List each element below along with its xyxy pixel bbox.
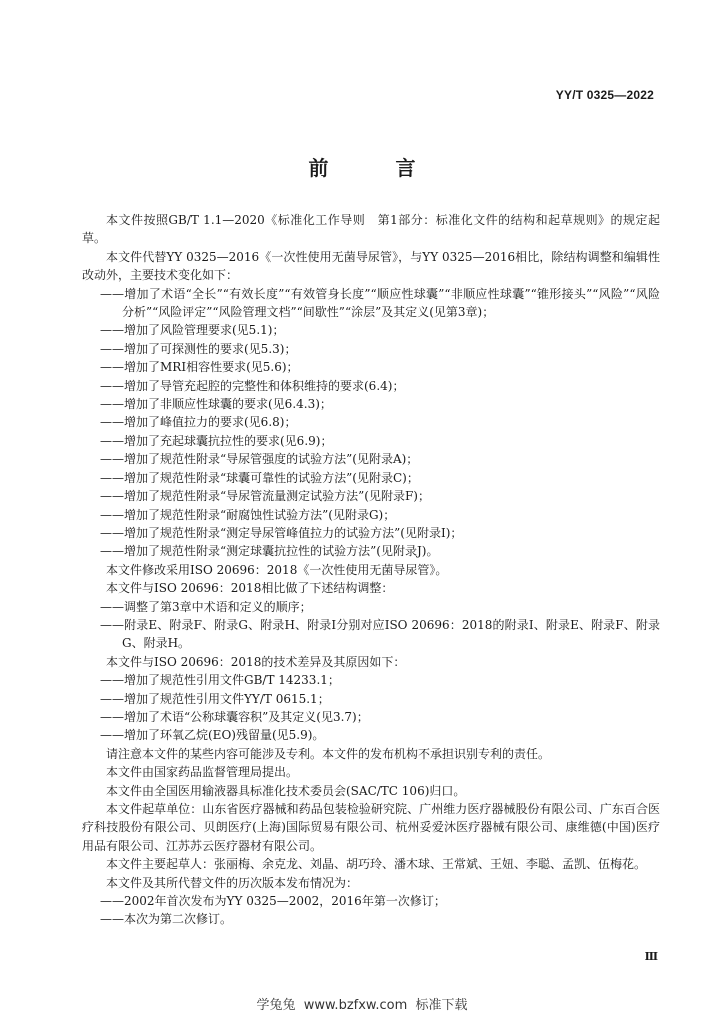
list-item: ——增加了规范性引用文件YY/T 0615.1； bbox=[100, 691, 330, 706]
paragraph: 本文件及其所代替文件的历次版本发布情况为： bbox=[106, 875, 359, 890]
list-item: ——增加了规范性附录“球囊可靠性的试验方法”(见附录C)； bbox=[100, 470, 419, 485]
list-item: ——增加了可探测性的要求(见5.3)； bbox=[100, 341, 297, 356]
list-item: ——增加了术语“全长”“有效长度”“有效管身长度”“顺应性球囊”“非顺应性球囊”“锥形接头”“风险”“风险分析”“风险评定”“风险管理文档”“间歇性”“涂层”及其定义(见第3章)； bbox=[100, 286, 660, 320]
page-number: Ⅲ bbox=[644, 950, 658, 963]
list-item: ——增加了风险管理要求(见5.1)； bbox=[100, 323, 285, 338]
standard-code: YY/T 0325—2022 bbox=[555, 88, 654, 102]
paragraph: 本文件起草单位：山东省医疗器械和药品包装检验研究院、广州维力医疗器械股份有限公司、广东百合医疗科技股份有限公司、贝朗医疗(上海)国际贸易有限公司、杭州妥爱沐医疗器械有限公司、康维德(中国)医疗用品有限公司、江苏苏云医疗器材有限公司。 bbox=[82, 802, 660, 853]
paragraph: 本文件主要起草人：张丽梅、余克龙、刘晶、胡巧玲、潘木球、王常斌、王妞、李聪、孟凯、伍梅花。 bbox=[106, 857, 647, 872]
paragraph: 本文件代替YY 0325—2016《一次性使用无菌导尿管》，与YY 0325—2016相比，除结构调整和编辑性改动外，主要技术变化如下： bbox=[82, 249, 660, 283]
list-item: ——增加了MRI相容性要求(见5.6)； bbox=[100, 360, 299, 375]
list-item: ——增加了术语“公称球囊容积”及其定义(见3.7)； bbox=[100, 709, 369, 724]
paragraph: 本文件修改采用ISO 20696：2018《一次性使用无菌导尿管》。 bbox=[106, 562, 448, 577]
list-item: ——2002年首次发布为YY 0325—2002，2016年第一次修订； bbox=[100, 894, 446, 909]
list-item: ——增加了充起球囊抗拉性的要求(见6.9)； bbox=[100, 433, 333, 448]
list-item: ——本次为第二次修订。 bbox=[100, 912, 233, 927]
list-item: ——增加了规范性附录“导尿管强度的试验方法”(见附录A)； bbox=[100, 452, 419, 467]
list-item: ——增加了非顺应性球囊的要求(见6.4.3)； bbox=[100, 397, 332, 412]
list-item: ——调整了第3章中术语和定义的顺序； bbox=[100, 599, 312, 614]
paragraph: 本文件由全国医用输液器具标准化技术委员会(SAC/TC 106)归口。 bbox=[106, 783, 466, 798]
list-item: ——增加了峰值拉力的要求(见6.8)； bbox=[100, 415, 297, 430]
list-item: ——增加了环氧乙烷(EO)残留量(见5.9)。 bbox=[100, 728, 325, 743]
paragraph: 本文件由国家药品监督管理局提出。 bbox=[106, 765, 299, 780]
list-item: ——增加了规范性引用文件GB/T 14233.1； bbox=[100, 673, 340, 688]
watermark: 学兔兔 www.bzfxw.com 标准下载 bbox=[256, 998, 468, 1013]
list-item: ——增加了导管充起腔的完整性和体积维持的要求(6.4)； bbox=[100, 378, 405, 393]
page-title: 前 言 bbox=[308, 156, 446, 180]
list-item: ——附录E、附录F、附录G、附录H、附录I分别对应ISO 20696：2018的附录I、附录E、附录F、附录G、附录H。 bbox=[100, 617, 660, 651]
paragraph: 本文件按照GB/T 1.1—2020《标准化工作导则 第1部分：标准化文件的结构和起草规则》的规定起草。 bbox=[82, 213, 660, 246]
paragraph: 本文件与ISO 20696：2018的技术差异及其原因如下： bbox=[106, 654, 406, 669]
list-item: ——增加了规范性附录“导尿管流量测定试验方法”(见附录F)； bbox=[100, 489, 430, 504]
list-item: ——增加了规范性附录“测定导尿管峰值拉力的试验方法”(见附录I)； bbox=[100, 525, 463, 540]
paragraph: 本文件与ISO 20696：2018相比做了下述结构调整： bbox=[106, 581, 394, 596]
list-item: ——增加了规范性附录“耐腐蚀性试验方法”(见附录G)； bbox=[100, 507, 396, 522]
document-body bbox=[82, 211, 660, 929]
list-item: ——增加了规范性附录“测定球囊抗拉性的试验方法”(见附录J)。 bbox=[100, 544, 439, 559]
paragraph: 请注意本文件的某些内容可能涉及专利。本文件的发布机构不承担识别专利的责任。 bbox=[106, 746, 551, 761]
